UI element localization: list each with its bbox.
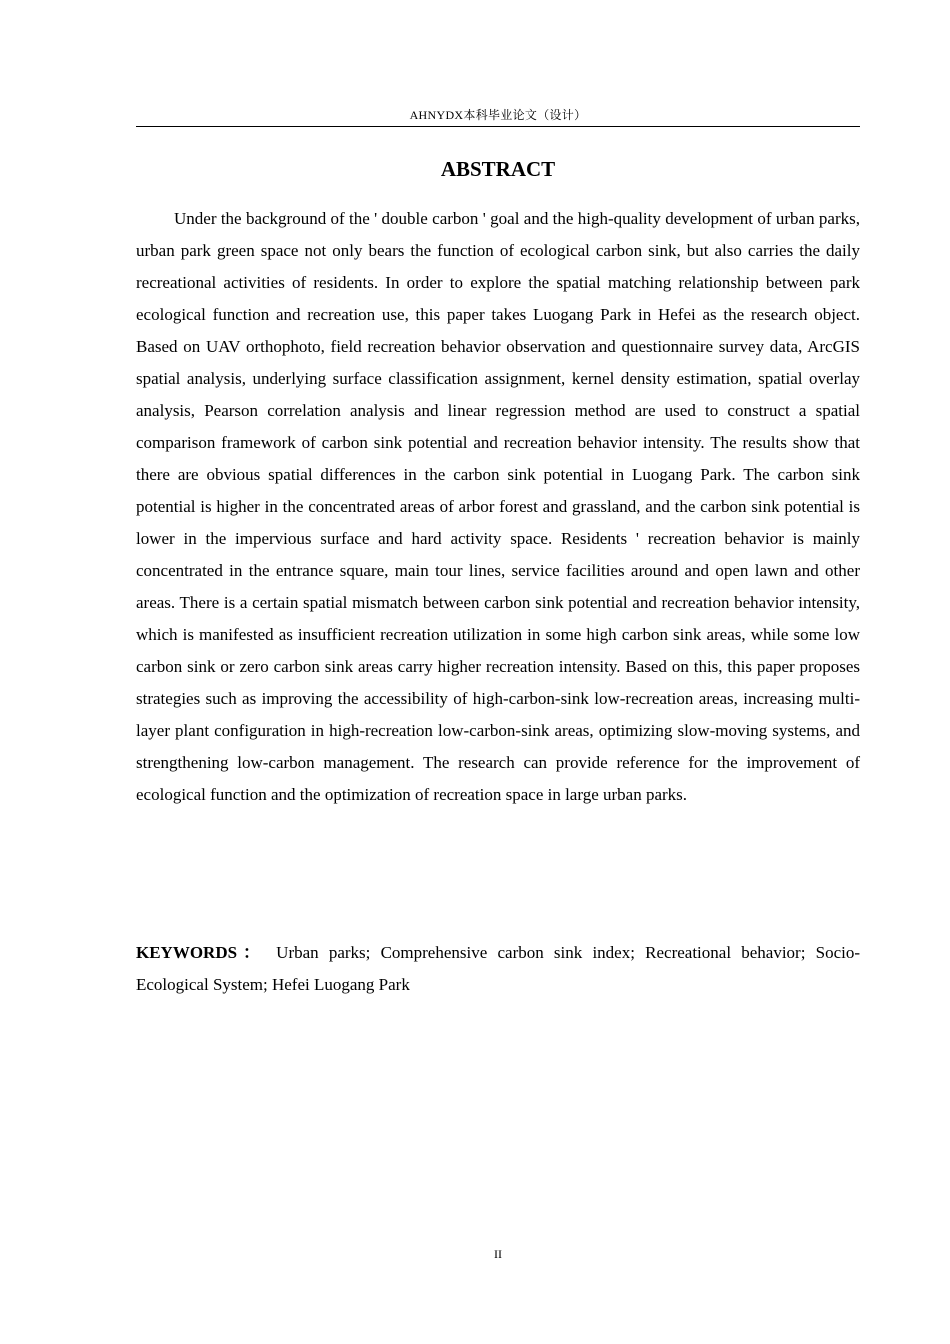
page-number: II [494,1247,502,1261]
keywords-text: Urban parks; Comprehensive carbon sink index; Recreational behavior; Socio-Ecological System; Hefei Luogang Park [136,943,861,994]
keywords-section [136,937,860,1001]
keywords-label: KEYWORDS： [136,943,266,962]
abstract-title: ABSTRACT [440,157,556,181]
abstract-paragraph: Under the background of the ' double carbon ' goal and the high-quality development of urban parks, urban park green space not only bears the function of ecological carbon sink, but also carries the daily recreational activities of residents. In order to explore the spatial matching relationship between park ecological function and recreation use, this paper takes Luogang Park in Hefei as the research object. Based on UAV orthophoto, field recreation behavior observation and questionnaire survey data, ArcGIS spatial analysis, underlying surface classification assignment, kernel density estimation, spatial overlay analysis, Pearson correlation analysis and linear regression method are used to construct a spatial comparison framework of carbon sink potential and recreation behavior intensity. The results show that there are obvious spatial differences in the carbon sink potential in Luogang Park. The carbon sink potential is higher in the concentrated areas of arbor forest and grassland, and the carbon sink potential is lower in the impervious surface and hard activity space. Residents ' recreation behavior is mainly concentrated in the entrance square, main tour lines, service facilities around and open lawn and other areas. There is a certain spatial mismatch between carbon sink potential and recreation behavior intensity, which is manifested as insufficient recreation utilization in some high carbon sink areas, while some low carbon sink or zero carbon sink areas carry higher recreation intensity. Based on this, this paper proposes strategies such as improving the accessibility of high-carbon-sink low-recreation areas, increasing multi-layer plant configuration in high-recreation low-carbon-sink areas, optimizing slow-moving systems, and strengthening low-carbon management. The research can provide reference for the improvement of ecological function and the optimization of recreation space in large urban parks. [136,209,860,804]
running-header: AHNYDX本科毕业论文（设计） [136,106,860,127]
